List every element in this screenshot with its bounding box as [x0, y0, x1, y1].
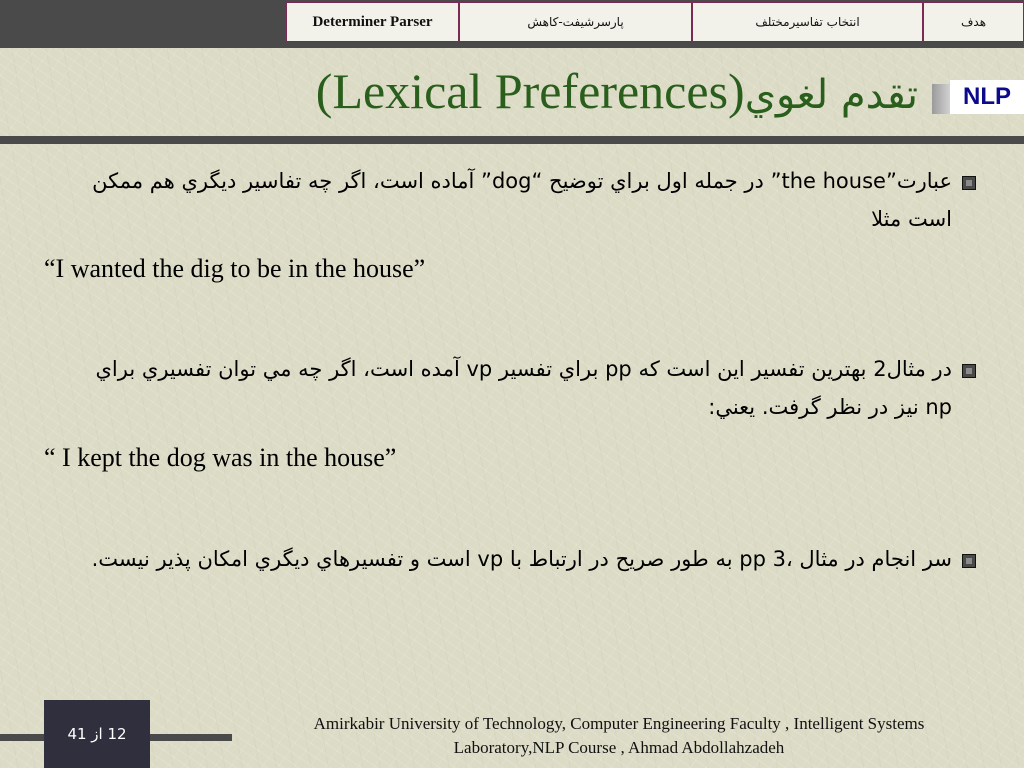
square-bullet-icon — [962, 176, 976, 190]
title-english: (Lexical Preferences) — [315, 63, 745, 119]
slide-nav — [286, 2, 1024, 42]
title-farsi: تقدم لغوي — [744, 72, 918, 118]
bullet-text: در مثال2 بهترين تفسير اين است كه pp براي تفسير vp آمده است، اگر چه مي توان تفسيري براي np نيز در نظر گرفت. يعني: — [95, 357, 952, 419]
bullet-item — [72, 540, 976, 578]
nlp-badge-shadow — [932, 84, 952, 114]
nav-tab-interpretation-selection[interactable]: انتخاب تفاسيرمختلف — [692, 2, 923, 42]
page-number: 12 از 41 — [67, 725, 127, 743]
page-number-box — [44, 700, 150, 768]
square-bullet-icon — [962, 554, 976, 568]
footer-credit — [256, 712, 982, 760]
bullet-text: عبارت”the house” در جمله اول براي توضيح “dog” آماده است، اگر چه تفاسير ديگري هم ممكن است مثلا — [92, 169, 952, 231]
bullet-item — [72, 162, 976, 238]
nlp-badge-label: NLP — [963, 83, 1011, 110]
nav-tab-determiner-parser[interactable]: Determiner Parser — [286, 2, 459, 42]
example-sentence: “I wanted the dig to be in the house” — [44, 254, 426, 283]
title-divider — [0, 136, 1024, 144]
nlp-badge — [950, 80, 1024, 114]
footer-credit-line: Laboratory,NLP Course , Ahmad Abdollahzadeh — [453, 738, 785, 757]
nav-tab-goal[interactable]: هدف — [923, 2, 1024, 42]
footer-credit-line: Amirkabir University of Technology, Computer Engineering Faculty , Intelligent Systems — [313, 714, 925, 733]
bullet-item — [72, 350, 976, 426]
example-sentence: “ I kept the dog was in the house” — [44, 443, 397, 472]
slide-title — [316, 62, 918, 120]
bullet-text: سر انجام در مثال ،3 pp به طور صريح در ارتباط با vp است و تفسيرهاي ديگري امكان پذير نيست. — [91, 547, 952, 571]
square-bullet-icon — [962, 364, 976, 378]
nav-tab-shift-reduce-parser[interactable]: پارسرشيفت-كاهش — [459, 2, 692, 42]
